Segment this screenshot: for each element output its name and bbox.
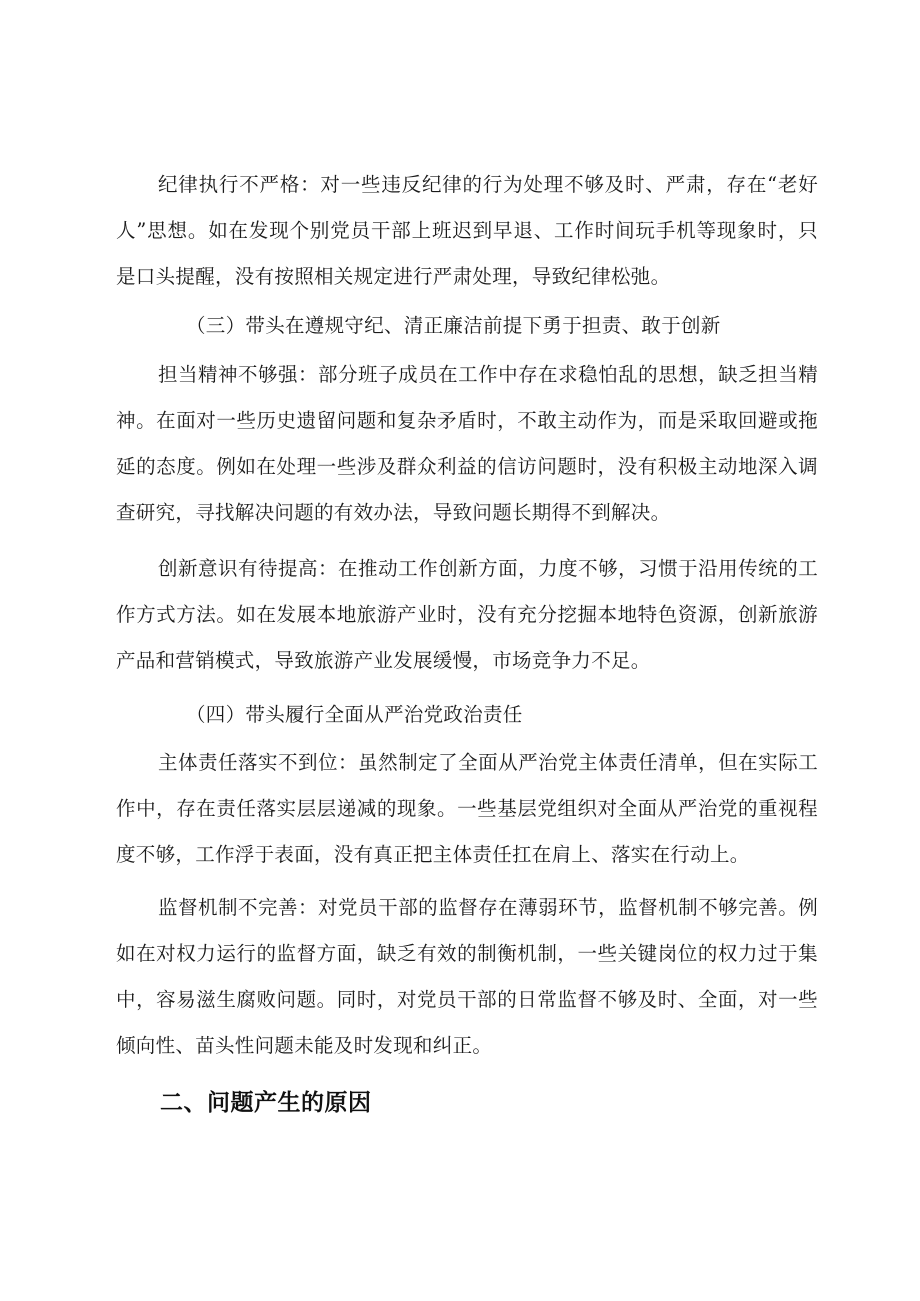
paragraph-supervision: 监督机制不完善：对党员干部的监督存在薄弱环节，监督机制不够完善。例如在对权力运行的监督方面，缺乏有效的制衡机制，一些关键岗位的权力过于集中，容易滋生腐败问题。同时，对党员干部的日常监督不够及时、全面，对一些倾向性、苗头性问题未能及时发现和纠正。 — [116, 896, 818, 1057]
paragraph-innovation: 创新意识有待提高：在推动工作创新方面，力度不够，习惯于沿用传统的工作方式方法。如在发展本地旅游产业时，没有充分挖掘本地特色资源，创新旅游产品和营销模式，导致旅游产业发展缓慢，市场竞争力不足。 — [116, 557, 818, 672]
paragraph-discipline: 纪律执行不严格：对一些违反纪律的行为处理不够及时、严肃，存在“老好人”思想。如在发现个别党员干部上班迟到早退、工作时间玩手机等现象时，只是口头提醒，没有按照相关规定进行严肃处理，导致纪律松弛。 — [116, 173, 818, 288]
paragraph-main-responsibility: 主体责任落实不到位：虽然制定了全面从严治党主体责任清单，但在实际工作中，存在责任落实层层递减的现象。一些基层党组织对全面从严治党的重视程度不够，工作浮于表面，没有真正把主体责任扛在肩上、落实在行动上。 — [116, 751, 818, 866]
section-title: 二、问题产生的原因 — [160, 1090, 372, 1116]
paragraph-responsibility: 担当精神不够强：部分班子成员在工作中存在求稳怕乱的思想，缺乏担当精神。在面对一些历史遗留问题和复杂矛盾时，不敢主动作为，而是采取回避或拖延的态度。例如在处理一些涉及群众利益的信访问题时，没有积极主动地深入调查研究，寻找解决问题的有效办法，导致问题长期得不到解决。 — [116, 363, 818, 524]
subheading-three: （三）带头在遵规守纪、清正廉洁前提下勇于担责、敢于创新 — [186, 314, 721, 337]
subheading-four: （四）带头履行全面从严治党政治责任 — [186, 703, 523, 726]
